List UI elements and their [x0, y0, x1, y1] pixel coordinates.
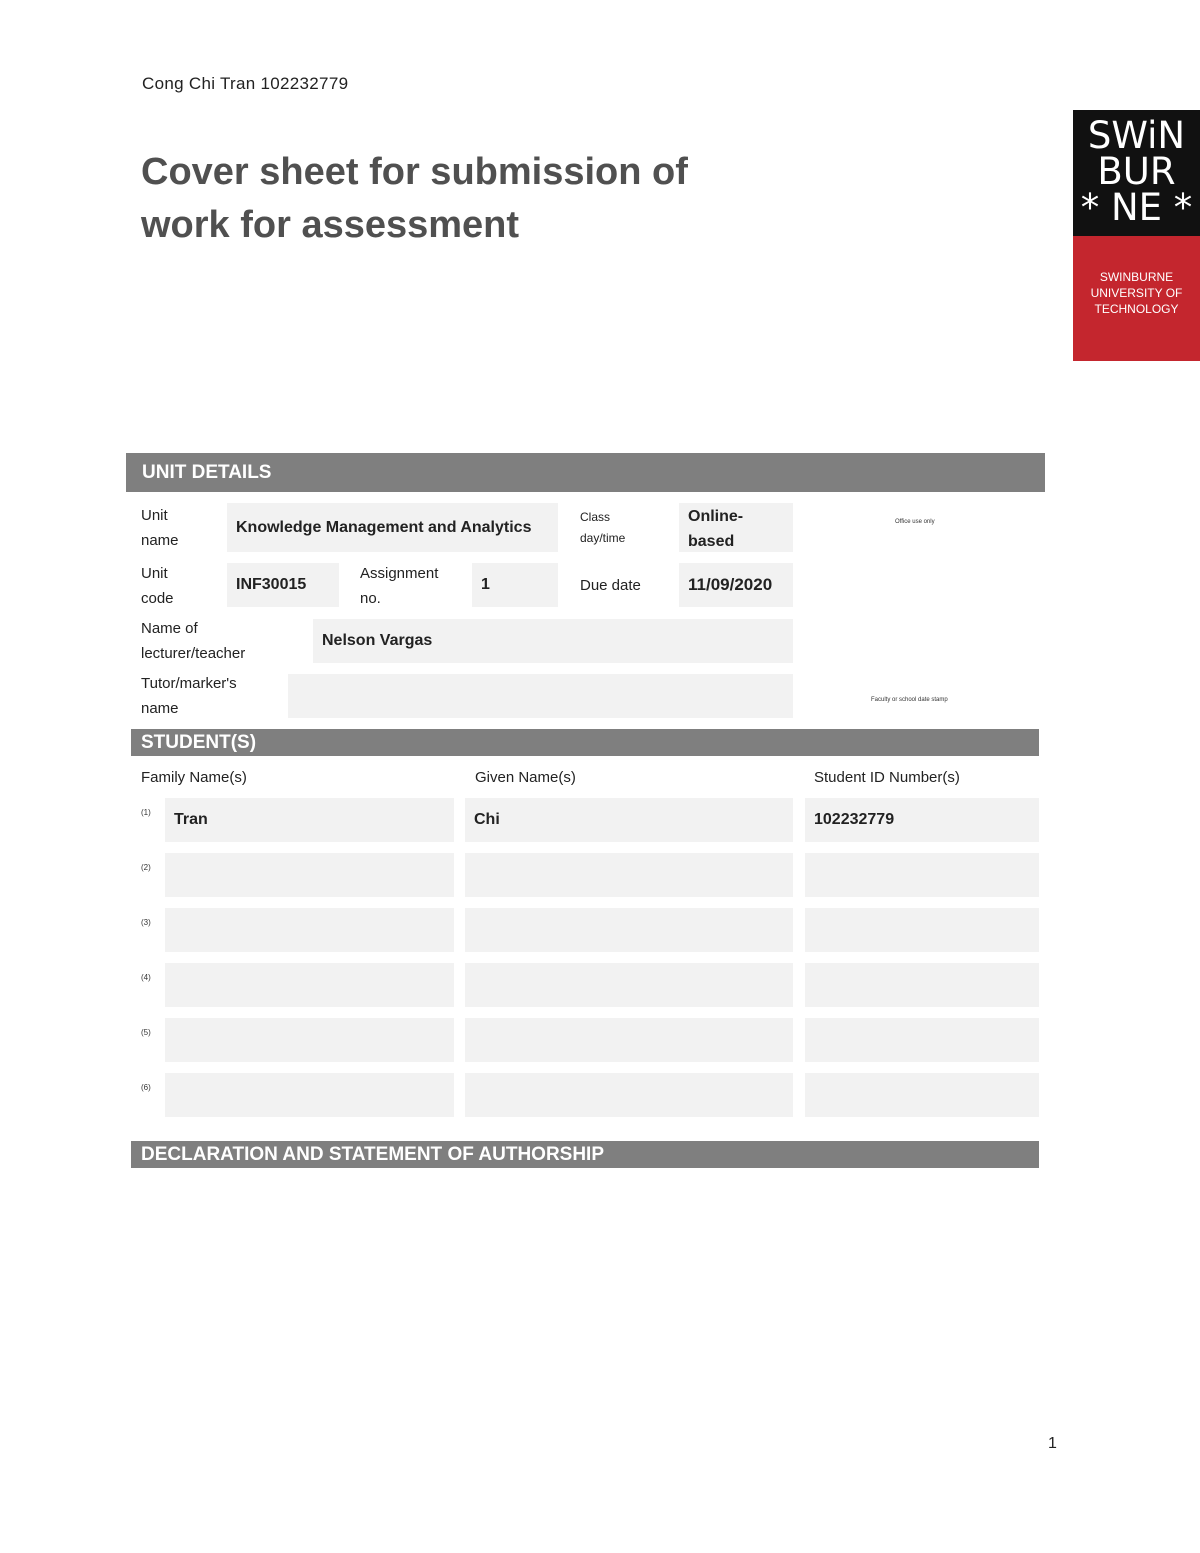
family-name-field[interactable]	[165, 908, 454, 952]
student-id-field[interactable]	[805, 1018, 1039, 1062]
student-id-field[interactable]	[805, 963, 1039, 1007]
due-date-field[interactable]: 11/09/2020	[679, 563, 793, 607]
logo-line-2: BUR	[1097, 150, 1176, 193]
students-heading: STUDENT(S)	[131, 729, 1039, 756]
logo-sub-1: SWINBURNE	[1099, 270, 1174, 284]
tutor-field[interactable]	[288, 674, 793, 718]
unit-code-field[interactable]: INF30015	[227, 563, 339, 607]
given-name-field[interactable]	[465, 908, 793, 952]
logo-line-3: * NE *	[1080, 186, 1193, 229]
title-line-1: Cover sheet for submission of	[141, 151, 688, 193]
given-name-field[interactable]	[465, 1073, 793, 1117]
logo-university-name	[1073, 236, 1200, 361]
due-date-label: Due date	[580, 577, 641, 594]
family-name-field[interactable]	[165, 963, 454, 1007]
swinburne-logo	[1073, 110, 1200, 361]
student-id-field[interactable]	[805, 853, 1039, 897]
office-use-note: Office use only	[895, 519, 935, 525]
logo-sub-2: UNIVERSITY OF	[1090, 286, 1183, 300]
author-line: Cong Chi Tran 102232779	[142, 74, 349, 93]
given-name-field[interactable]: Chi	[465, 798, 793, 842]
tutor-label: Tutor/marker's name	[141, 675, 237, 717]
logo-sub-3: TECHNOLOGY	[1094, 302, 1179, 316]
unit-name-field[interactable]: Knowledge Management and Analytics	[227, 503, 558, 552]
student-row-number: (1)	[141, 808, 151, 817]
class-daytime-label: Class day/time	[580, 510, 626, 545]
assignment-no-label: Assignment no.	[360, 565, 439, 607]
student-id-field[interactable]	[805, 1073, 1039, 1117]
assignment-no-field[interactable]: 1	[472, 563, 558, 607]
student-row-number: (4)	[141, 973, 151, 982]
student-id-header: Student ID Number(s)	[814, 769, 960, 786]
faculty-date-stamp-note: Faculty or school date stamp	[871, 697, 948, 703]
family-name-field[interactable]: Tran	[165, 798, 454, 842]
family-name-field[interactable]	[165, 853, 454, 897]
unit-name-label: Unit name	[141, 507, 179, 549]
declaration-heading: DECLARATION AND STATEMENT OF AUTHORSHIP	[131, 1141, 1039, 1168]
given-name-header: Given Name(s)	[475, 769, 576, 786]
unit-details-heading: UNIT DETAILS	[126, 453, 1045, 492]
given-name-field[interactable]	[465, 853, 793, 897]
student-id-field[interactable]: 102232779	[805, 798, 1039, 842]
student-row-number: (5)	[141, 1028, 151, 1037]
family-name-field[interactable]	[165, 1018, 454, 1062]
student-row-number: (3)	[141, 918, 151, 927]
lecturer-label: Name of lecturer/teacher	[141, 620, 246, 662]
given-name-field[interactable]	[465, 963, 793, 1007]
page-number: 1	[1048, 1435, 1057, 1452]
family-name-header: Family Name(s)	[141, 769, 247, 786]
lecturer-field[interactable]: Nelson Vargas	[313, 619, 793, 663]
student-id-field[interactable]	[805, 908, 1039, 952]
student-row-number: (6)	[141, 1083, 151, 1092]
logo-line-1: SWiN	[1087, 114, 1186, 157]
page-title	[141, 146, 741, 252]
family-name-field[interactable]	[165, 1073, 454, 1117]
logo-wordmark	[1073, 110, 1200, 236]
given-name-field[interactable]	[465, 1018, 793, 1062]
class-daytime-field[interactable]: Online- based	[679, 503, 793, 552]
student-row-number: (2)	[141, 863, 151, 872]
unit-code-label: Unit code	[141, 565, 174, 607]
title-line-2: work for assessment	[141, 204, 520, 246]
